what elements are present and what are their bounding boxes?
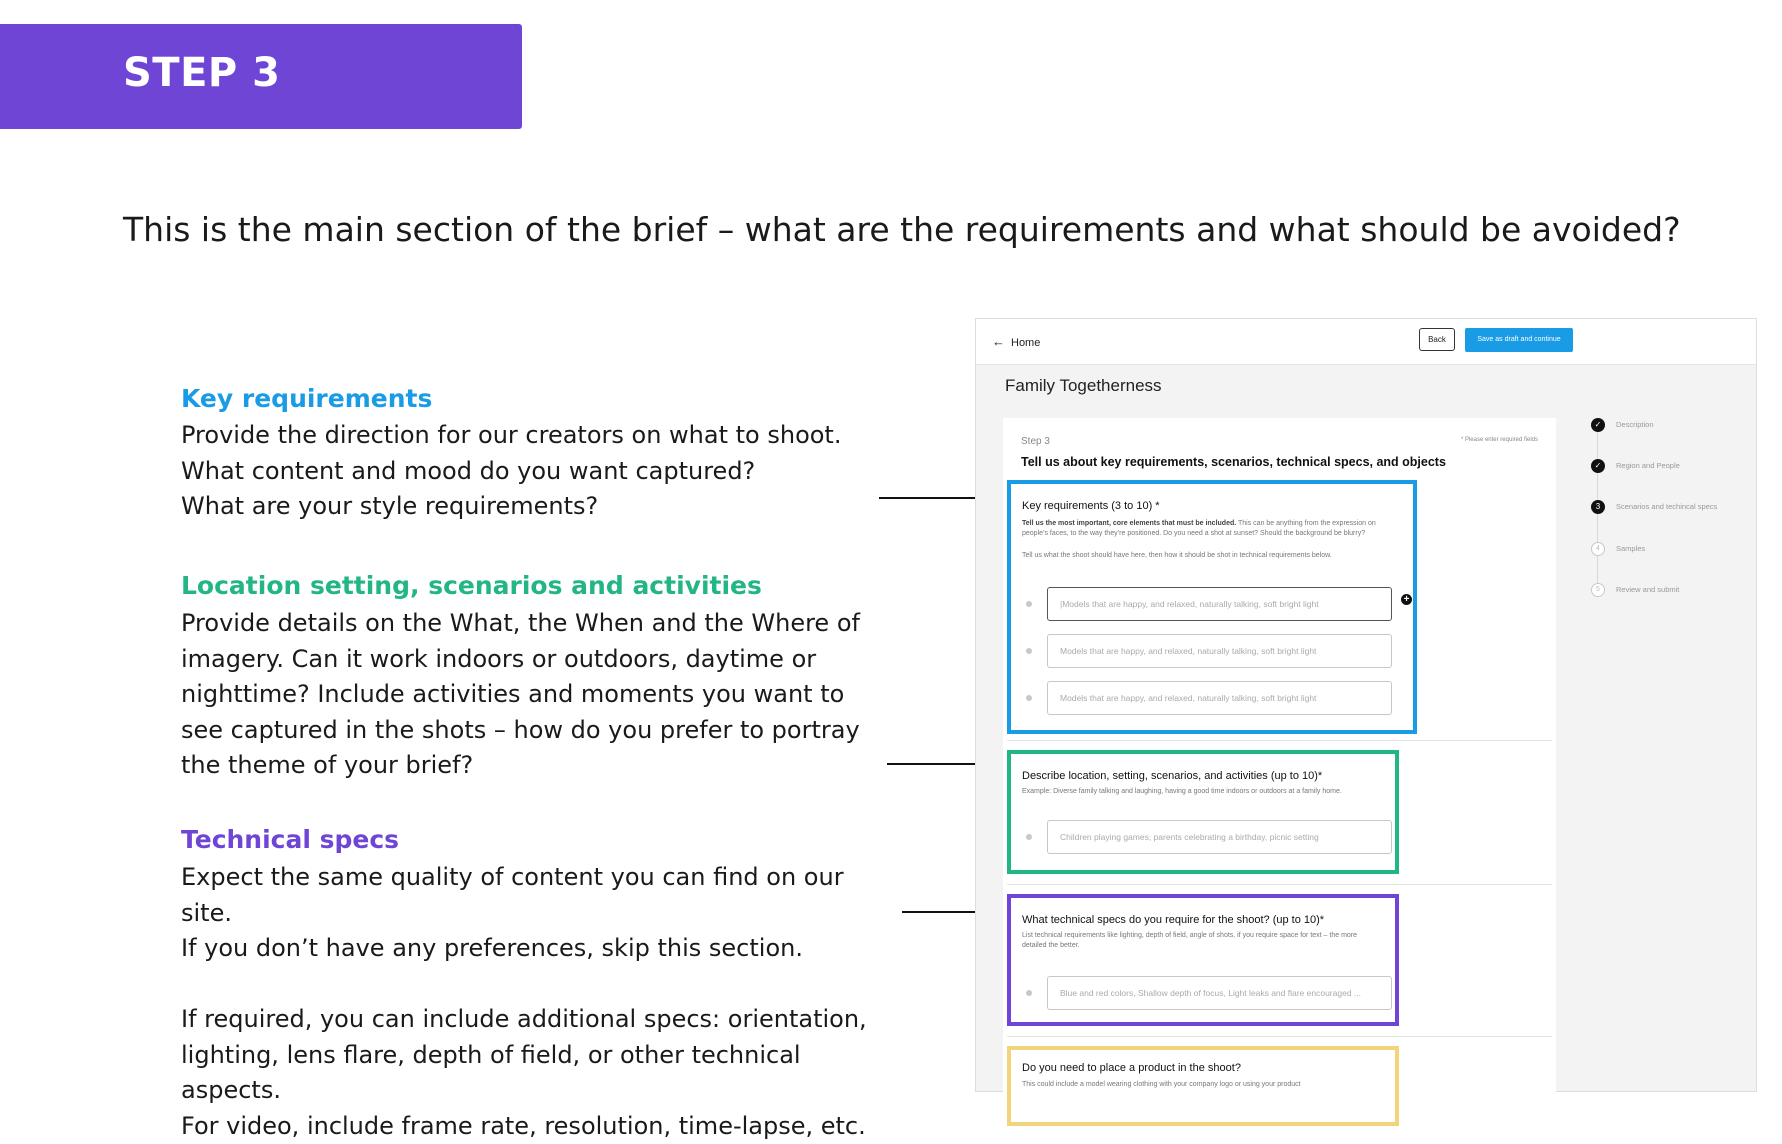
stepper-item-description[interactable] <box>1591 417 1751 433</box>
location-box <box>1007 750 1399 874</box>
stepper-label: Description <box>1616 420 1654 429</box>
back-arrow-icon: ← <box>992 334 1005 349</box>
product-placement-box <box>1007 1046 1399 1126</box>
stepper-item-review[interactable] <box>1591 582 1751 598</box>
step-number-icon: 4 <box>1591 542 1605 556</box>
form-card <box>1003 418 1556 1118</box>
technical-specs-row <box>1022 976 1382 1010</box>
stepper-item-scenarios[interactable] <box>1591 499 1751 515</box>
step-number-icon: 3 <box>1591 500 1605 514</box>
drag-handle-icon[interactable] <box>1026 695 1032 701</box>
project-title: Family Togetherness <box>1005 376 1162 395</box>
technical-specs-label: What technical specs do you require for the shoot? (up to 10)* <box>1022 914 1325 926</box>
required-note: * Please enter required fields <box>1460 437 1538 443</box>
section-divider <box>1007 884 1552 885</box>
key-requirements-help-2: Tell us what the shoot should have here, then how it should be shot in technical requirements below. <box>1022 552 1332 559</box>
key-requirements-box <box>1007 480 1417 734</box>
check-icon: ✓ <box>1591 418 1605 432</box>
technical-specs-body: Expect the same quality of content you can find on our site. If you don’t have any preferences, skip this section. If required, you can include additional specs: orientation, lighting, lens flare, depth of field, or other technical aspects. For video, include frame rate, resolution, time-lapse, etc. <box>181 863 867 1140</box>
location-body: Provide details on the What, the When and the Where of imagery. Can it work indoors or outdoors, daytime or nighttime? Include activities and moments you want to see captured in the shots – how do you prefer to portray the theme of your brief? <box>181 609 860 779</box>
technical-specs-input[interactable]: Blue and red colors, Shallow depth of focus, Light leaks and flare encouraged ... <box>1047 976 1392 1010</box>
location-heading: Location setting, scenarios and activities <box>181 571 762 600</box>
stepper-item-samples[interactable] <box>1591 541 1751 557</box>
section-divider <box>1007 740 1552 741</box>
section-divider <box>1007 1036 1552 1037</box>
key-requirements-help-bold: Tell us the most important, core elements that must be included. <box>1022 520 1237 527</box>
connector-line-location <box>887 763 975 765</box>
location-row <box>1022 820 1382 854</box>
connector-line-technical <box>902 911 975 913</box>
key-requirements-body: Provide the direction for our creators on what to shoot. What content and mood do you want captured? What are your style requirements? <box>181 421 842 520</box>
key-requirement-input[interactable]: |Models that are happy, and relaxed, naturally talking, soft bright light <box>1047 587 1392 621</box>
stepper-label: Scenarios and techincal specs <box>1616 502 1718 511</box>
key-requirement-row <box>1022 634 1382 668</box>
product-placement-help: This could include a model wearing clothing with your company logo or using your product <box>1022 1081 1301 1088</box>
technical-specs-heading: Technical specs <box>181 825 400 854</box>
key-requirements-heading: Key requirements <box>181 384 433 413</box>
location-input[interactable]: Children playing games, parents celebrating a birthday, picnic setting <box>1047 820 1392 854</box>
stepper-label: Review and submit <box>1616 585 1680 594</box>
location-label: Describe location, setting, scenarios, and activities (up to 10)* <box>1022 770 1323 782</box>
form-title: Tell us about key requirements, scenarios, technical specs, and objects <box>1021 455 1446 469</box>
key-requirements-help-rest: This can be anything from the expression on people’s faces, to the way they’re positioned. Do you need a shot at sunset? Should the background be blurry? <box>1022 520 1376 537</box>
step-banner <box>0 24 522 129</box>
key-requirements-help <box>1022 519 1402 539</box>
drag-handle-icon[interactable] <box>1026 601 1032 607</box>
key-requirements-label: Key requirements (3 to 10) * <box>1022 500 1160 512</box>
location-help: Example: Diverse family talking and laughing, having a good time indoors or outdoors at a family home. <box>1022 788 1342 795</box>
product-placement-label: Do you need to place a product in the shoot? <box>1022 1062 1241 1074</box>
check-icon: ✓ <box>1591 459 1605 473</box>
add-item-icon[interactable]: + <box>1401 594 1412 605</box>
form-step-label: Step 3 <box>1021 436 1050 447</box>
key-requirement-row <box>1022 681 1382 715</box>
key-requirement-input[interactable]: Models that are happy, and relaxed, naturally talking, soft bright light <box>1047 634 1392 668</box>
step-banner-label: STEP 3 <box>123 50 281 96</box>
drag-handle-icon[interactable] <box>1026 648 1032 654</box>
technical-specs-box <box>1007 894 1399 1026</box>
drag-handle-icon[interactable] <box>1026 990 1032 996</box>
connector-line-key <box>879 497 975 499</box>
drag-handle-icon[interactable] <box>1026 834 1032 840</box>
save-draft-button[interactable]: Save as draft and continue <box>1465 328 1573 352</box>
key-requirement-row <box>1022 587 1382 621</box>
back-button[interactable]: Back <box>1419 328 1455 351</box>
stepper-item-region[interactable] <box>1591 458 1751 474</box>
top-nav <box>976 319 1756 365</box>
stepper-label: Region and People <box>1616 461 1680 470</box>
stepper-label: Samples <box>1616 544 1646 553</box>
step-number-icon: 5 <box>1591 583 1605 597</box>
home-link[interactable] <box>992 334 1040 349</box>
technical-specs-help: List technical requirements like lighting, depth of field, angle of shots, if you require space for text – the more detailed the better. <box>1022 932 1358 949</box>
page-subtitle: This is the main section of the brief – what are the requirements and what should be avoided? <box>123 210 1681 249</box>
home-link-label: Home <box>1011 337 1041 349</box>
brief-form-screenshot <box>975 318 1757 1092</box>
key-requirement-input[interactable]: Models that are happy, and relaxed, naturally talking, soft bright light <box>1047 681 1392 715</box>
